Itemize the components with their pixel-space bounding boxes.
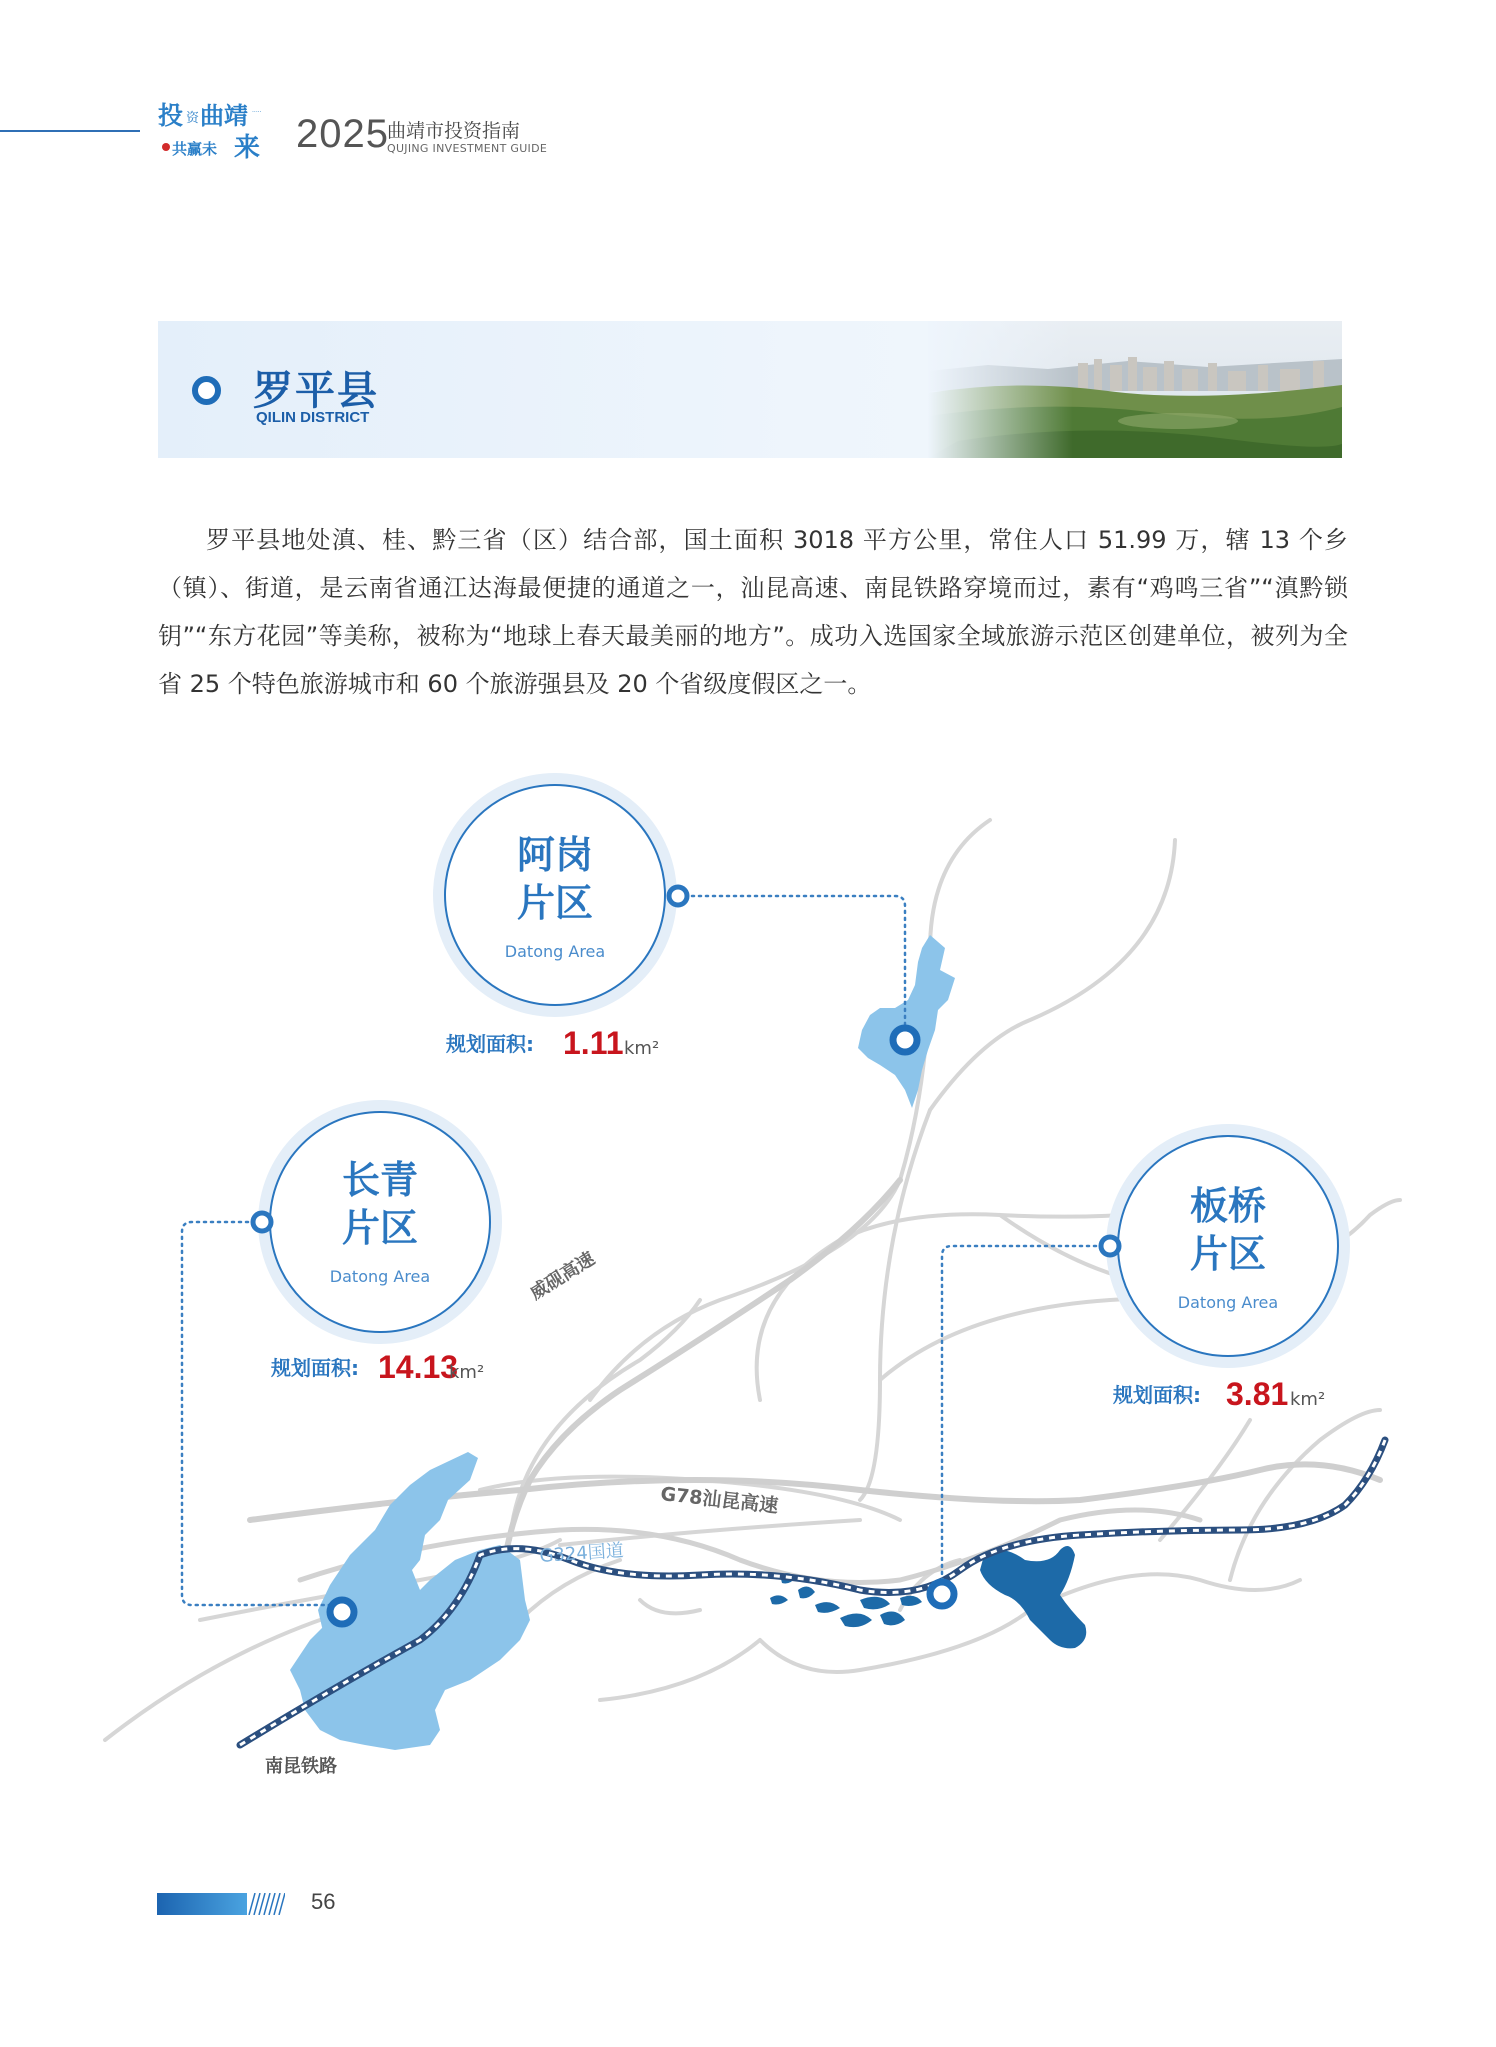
changqing-name-en: Datong Area bbox=[329, 1267, 431, 1286]
g78-label: G78汕昆高速 bbox=[659, 1483, 780, 1518]
svg-text:资: 资 bbox=[186, 111, 200, 126]
banqiao-name-line2: 片区 bbox=[1189, 1232, 1267, 1276]
intro-paragraph: 罗平县地处滇、桂、黔三省（区）结合部，国土面积 3018 平方公里，常住人口 51.99 万，辖 13 个乡（镇）、街道，是云南省通江达海最便捷的通道之一，汕昆高速、南昆铁路穿境而过，素有“鸡鸣三省”“滇黔锁钥”“东方花园”等美称，被称为“地球上春天最美丽的地方”。成功入选国家全域旅游示范区创建单位，被列为全省 25 个特色旅游城市和 60 个旅游强县及 20 个省级度假区之一。 bbox=[158, 526, 1348, 698]
changqing-name-line2: 片区 bbox=[341, 1206, 419, 1250]
svg-text:来: 来 bbox=[234, 133, 261, 160]
banqiao-area-unit: km² bbox=[1290, 1389, 1326, 1410]
page-number: 56 bbox=[311, 1889, 336, 1914]
changqing-area-value: 14.13 bbox=[378, 1349, 459, 1385]
header-title-en: QUJING INVESTMENT GUIDE bbox=[387, 142, 548, 155]
banqiao-name-line1: 板桥 bbox=[1189, 1184, 1267, 1228]
agang-area-value: 1.11 bbox=[563, 1025, 624, 1061]
agang-area-label: 规划面积: bbox=[446, 1032, 534, 1056]
changqing-name-line1: 长青 bbox=[341, 1158, 419, 1202]
section-subtitle: QILIN DISTRICT bbox=[256, 409, 370, 426]
agang-name-line2: 片区 bbox=[516, 881, 594, 925]
svg-text:共赢未: 共赢未 bbox=[172, 140, 218, 158]
section-title: 罗平县 bbox=[253, 368, 379, 414]
svg-text:投: 投 bbox=[158, 101, 184, 130]
agang-area-unit: km² bbox=[624, 1038, 660, 1059]
cityscape-photo bbox=[928, 321, 1342, 458]
weiyan-expressway-label: 威砚高速 bbox=[526, 1248, 599, 1305]
svg-text:·····: ····· bbox=[252, 109, 262, 116]
changqing-area-shape bbox=[290, 1452, 530, 1750]
header-rule bbox=[0, 130, 140, 132]
section-banner bbox=[158, 321, 1342, 458]
agang-area-shape bbox=[858, 935, 955, 1108]
banqiao-area-value: 3.81 bbox=[1226, 1376, 1289, 1412]
footer-stripes bbox=[247, 1893, 285, 1915]
agang-name-line1: 阿岗 bbox=[516, 833, 594, 877]
banqiao-area-label: 规划面积: bbox=[1113, 1383, 1201, 1407]
district-map bbox=[0, 760, 1496, 1780]
changqing-area-label: 规划面积: bbox=[271, 1356, 359, 1380]
banqiao-name-en: Datong Area bbox=[1177, 1293, 1279, 1312]
svg-text:曲靖: 曲靖 bbox=[200, 102, 248, 130]
guide-logo bbox=[156, 98, 286, 160]
header-title-cn: 曲靖市投资指南 bbox=[387, 120, 521, 142]
changqing-area-unit: km² bbox=[449, 1362, 485, 1383]
banner-bullet-icon bbox=[192, 376, 221, 405]
agang-name-en: Datong Area bbox=[504, 942, 606, 961]
g324-label: G324国道 bbox=[538, 1540, 625, 1567]
footer-bar bbox=[157, 1893, 247, 1915]
railway-label: 南昆铁路 bbox=[265, 1756, 337, 1777]
header-year: 2025 bbox=[296, 112, 389, 156]
